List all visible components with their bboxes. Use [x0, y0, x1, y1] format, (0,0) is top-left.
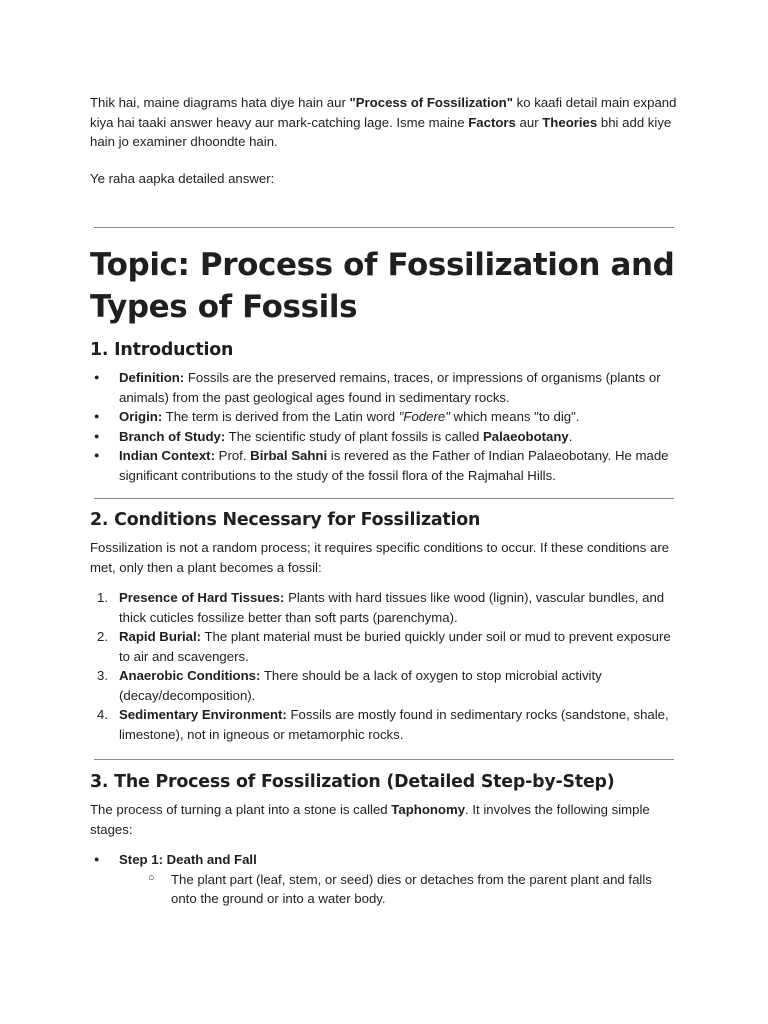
list-item: ● Indian Context: Prof. Birbal Sahni is revered as the Father of Indian Palaeobotany. He made significant contributions to the study of the fossil flora of the Rajmahal Hills.	[90, 446, 680, 485]
conditions-paragraph: Fossilization is not a random process; it requires specific conditions to occur. If these conditions are met, only then a plant becomes a fossil:	[90, 540, 670, 575]
page-title: Topic: Process of Fossilization and Types of Fossils	[90, 247, 675, 325]
list-item: 1. Presence of Hard Tissues: Plants with hard tissues like wood (lignin), vascular bundles, and thick cuticles fossilize better than soft parts (parenchyma).	[97, 590, 665, 625]
introduction-list	[90, 368, 680, 485]
divider	[94, 227, 674, 228]
list-item: 4. Sedimentary Environment: Fossils are mostly found in sedimentary rocks (sandstone, shale, limestone), not in igneous or metamorphic rocks.	[97, 707, 669, 742]
process-steps-list	[90, 850, 680, 909]
document-page	[90, 93, 680, 909]
divider	[94, 759, 674, 760]
intro-lead-in: Ye raha aapka detailed answer:	[90, 170, 275, 186]
section-heading-process: 3. The Process of Fossilization (Detailed Step-by-Step)	[90, 772, 615, 792]
list-item: ● Origin: The term is derived from the Latin word "Fodere" which means "to dig".	[90, 407, 680, 427]
list-item: 3. Anaerobic Conditions: There should be a lack of oxygen to stop microbial activity (decay/decomposition).	[97, 668, 602, 703]
intro-paragraph: Thik hai, maine diagrams hata diye hain aur "Process of Fossilization" ko kaafi detail main expand kiya hai taaki answer heavy aur mark-catching lage. Isme maine Factors aur Theories bhi add kiye hain jo examiner dhoondte hain.	[90, 95, 677, 149]
divider	[94, 498, 674, 499]
sub-list	[146, 870, 680, 909]
section-heading-conditions: 2. Conditions Necessary for Fossilization	[90, 510, 481, 530]
list-item: 2. Rapid Burial: The plant material must be buried quickly under soil or mud to prevent exposure to air and scavengers.	[97, 629, 671, 664]
section-heading-introduction: 1. Introduction	[90, 340, 234, 360]
process-paragraph: The process of turning a plant into a stone is called Taphonomy. It involves the following simple stages:	[90, 802, 650, 837]
list-item: ● Definition: Fossils are the preserved remains, traces, or impressions of organisms (plants or animals) from the past geological ages found in sedimentary rocks.	[90, 368, 680, 407]
list-item: ● Branch of Study: The scientific study of plant fossils is called Palaeobotany.	[90, 427, 680, 447]
sub-list-item: ○ The plant part (leaf, stem, or seed) dies or detaches from the parent plant and falls onto the ground or into a water body.	[146, 870, 680, 909]
hollow-bullet-icon: ○	[148, 871, 155, 884]
conditions-list	[90, 588, 680, 744]
list-item: ● Step 1: Death and Fall ○ The plant part (leaf, stem, or seed) dies or detaches from the parent plant and falls onto the ground or into a water body.	[90, 850, 680, 909]
